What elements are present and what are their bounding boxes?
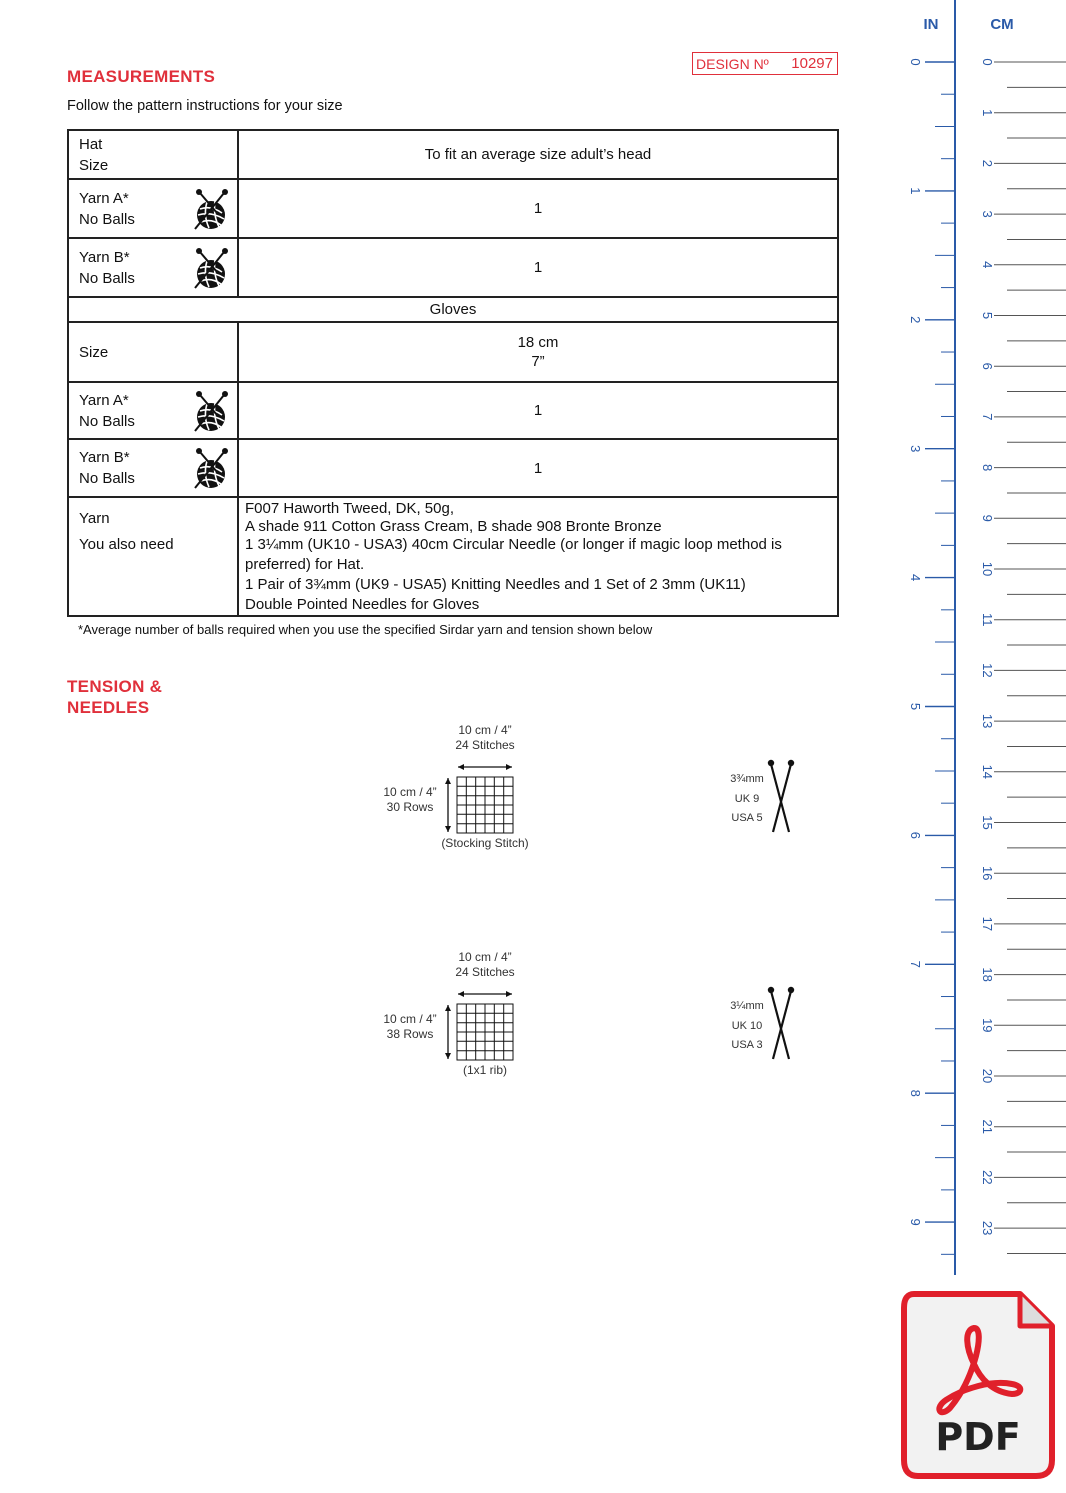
gloves-yarn-b-label: Yarn B*: [79, 449, 130, 466]
tension-width-label: [430, 950, 540, 980]
ruler-cm-label: 11: [980, 612, 995, 627]
design-label: DESIGN Nº: [696, 55, 769, 72]
pdf-file-icon[interactable]: [900, 1290, 1056, 1480]
ruler-cm-label: 18: [980, 967, 995, 982]
design-number-box: [692, 52, 838, 75]
ruler-cm-label: 12: [980, 663, 995, 678]
ruler-cm-label: 21: [980, 1119, 995, 1134]
ruler-cm-label: 2: [980, 159, 995, 168]
ruler-cm-label: CM: [990, 16, 1014, 33]
ruler-inch-label: 9: [908, 1218, 923, 1226]
tension-height: 10 cm / 4”: [383, 1012, 437, 1026]
yarn-ball-icon: [191, 446, 231, 490]
yarn-line: 1 3¼mm (UK10 - USA3) 40cm Circular Needle (or longer if magic loop method is: [245, 536, 782, 553]
measurements-table: [67, 129, 839, 617]
gloves-yarn-a-value: 1: [238, 382, 838, 439]
ruler-cm-label: 22: [980, 1170, 995, 1185]
tension-rows: 30 Rows: [386, 800, 434, 814]
ruler-cm-label: 19: [980, 1018, 995, 1033]
table-row: [68, 382, 838, 439]
ruler-inch-label: 0: [908, 58, 923, 66]
measurements-intro: Follow the pattern instructions for your size: [67, 98, 343, 114]
yarn-line: preferred) for Hat.: [245, 556, 365, 573]
ruler-cm-label: 15: [980, 815, 995, 830]
yarn-line: Double Pointed Needles for Gloves: [245, 596, 480, 613]
needle-uk: UK 10: [731, 1019, 763, 1032]
tension-height-label: [370, 785, 450, 815]
tension-height: 10 cm / 4”: [383, 785, 437, 799]
hat-yarn-b-value: 1: [238, 238, 838, 297]
table-row: [68, 238, 838, 297]
tension-rows: 38 Rows: [386, 1027, 434, 1041]
needle-mm: 3¾mm: [730, 773, 764, 785]
hat-size-value: To fit an average size adult’s head: [238, 130, 838, 179]
design-number: 10297: [791, 55, 833, 72]
ruler-cm-label: 5: [980, 311, 995, 320]
ruler-cm-label: 17: [980, 916, 995, 932]
ruler-cm-label: 10: [980, 561, 995, 577]
gloves-size-label: Size: [68, 322, 238, 382]
yarn-line: F007 Haworth Tweed, DK, 50g,: [245, 500, 455, 517]
needle-uk: UK 9: [734, 792, 760, 805]
footnote: *Average number of balls required when you use the specified Sirdar yarn and tension shown below: [78, 622, 653, 637]
ruler-cm-label: 3: [980, 210, 995, 218]
tension-heading-line: NEEDLES: [67, 698, 150, 717]
measurements-heading: MEASUREMENTS: [67, 67, 216, 86]
gloves-yarn-a-label: Yarn A*: [79, 391, 129, 409]
ruler-cm-label: 13: [980, 713, 995, 729]
gloves-size-in: 7”: [531, 353, 545, 370]
ruler-cm-label: 8: [980, 463, 995, 472]
ruler-inch-label: 7: [908, 960, 923, 968]
tension-stitch-type: (Stocking Stitch): [441, 836, 529, 850]
hat-yarn-a-label: Yarn A*: [79, 189, 129, 207]
tension-stitches: 24 Stitches: [455, 965, 515, 979]
ruler-cm-label: 0: [980, 58, 995, 66]
table-row: [68, 130, 838, 179]
ruler-cm-label: 20: [980, 1068, 995, 1084]
gloves-label: Gloves: [68, 297, 838, 322]
ruler-cm-label: 6: [980, 362, 995, 370]
tension-heading-line: TENSION &: [67, 677, 163, 696]
ruler-cm-label: 1: [980, 109, 995, 117]
table-row: [68, 322, 838, 382]
table-row: [68, 179, 838, 238]
ruler-cm-label: 16: [980, 865, 995, 881]
ruler: [897, 0, 1066, 1275]
tension-stitches: 24 Stitches: [455, 738, 515, 752]
tension-width-label: [430, 723, 540, 753]
hat-yarn-a-balls-label: No Balls: [79, 210, 135, 228]
hat-yarn-a-value: 1: [238, 179, 838, 238]
yarn-line: 1 Pair of 3¾mm (UK9 - USA5) Knitting Needles and 1 Set of 2 3mm (UK11): [245, 576, 746, 593]
needle-usa: USA 5: [731, 812, 763, 824]
tension-width: 10 cm / 4”: [458, 950, 512, 964]
ruler-cm-label: 23: [980, 1220, 995, 1236]
gloves-size-cell: [238, 322, 838, 382]
knitting-needles-icon: [765, 758, 797, 834]
hat-yarn-b-balls-label: No Balls: [79, 269, 135, 287]
ruler-cm-label: 7: [980, 413, 995, 421]
gloves-yarn-b-value: 1: [238, 439, 838, 497]
ruler-cm-label: 9: [980, 514, 995, 522]
gloves-yarn-b-balls-label: No Balls: [79, 470, 135, 487]
tension-height-label: [370, 1012, 450, 1042]
ruler-inch-label: 3: [908, 445, 923, 453]
ruler-inch-label: 4: [908, 573, 923, 582]
tension-stitch-type: (1x1 rib): [462, 1063, 507, 1077]
ruler-cm-label: 4: [980, 261, 995, 269]
hat-yarn-b-label: Yarn B*: [79, 248, 130, 266]
hat-size-label-2: Size: [79, 156, 109, 174]
yarn-ball-icon: [191, 389, 231, 433]
yarn-label: Yarn: [79, 510, 110, 527]
pdf-label: PDF: [935, 1415, 1021, 1459]
yarn-line: A shade 911 Cotton Grass Cream, B shade 908 Bronte Bronze: [245, 518, 662, 535]
ruler-inch-label: 5: [908, 702, 923, 711]
tension-width: 10 cm / 4”: [458, 723, 512, 737]
tension-grid-icon: [440, 760, 520, 838]
ruler-in-label: IN: [923, 16, 939, 33]
ruler-cm-label: 14: [980, 764, 995, 780]
tension-heading: [67, 676, 162, 718]
ruler-inch-label: 8: [908, 1089, 923, 1097]
knitting-needles-icon: [765, 985, 797, 1061]
yarn-ball-icon: [191, 246, 231, 290]
gloves-yarn-a-balls-label: No Balls: [79, 412, 135, 430]
ruler-inch-label: 2: [908, 316, 923, 324]
yarn-ball-icon: [191, 187, 231, 231]
table-row: [68, 297, 838, 322]
ruler-inch-label: 6: [908, 831, 923, 840]
table-row: [68, 439, 838, 497]
ruler-inch-label: 1: [908, 187, 923, 195]
yarn-details: [238, 497, 838, 616]
gloves-size-cm: 18 cm: [517, 334, 559, 351]
needle-mm: 3¼mm: [730, 1000, 764, 1012]
also-need-label: You also need: [79, 536, 174, 553]
tension-grid-icon: [440, 987, 520, 1065]
hat-size-label: Hat: [79, 135, 103, 153]
table-row: [68, 497, 838, 616]
needle-usa: USA 3: [731, 1039, 763, 1051]
